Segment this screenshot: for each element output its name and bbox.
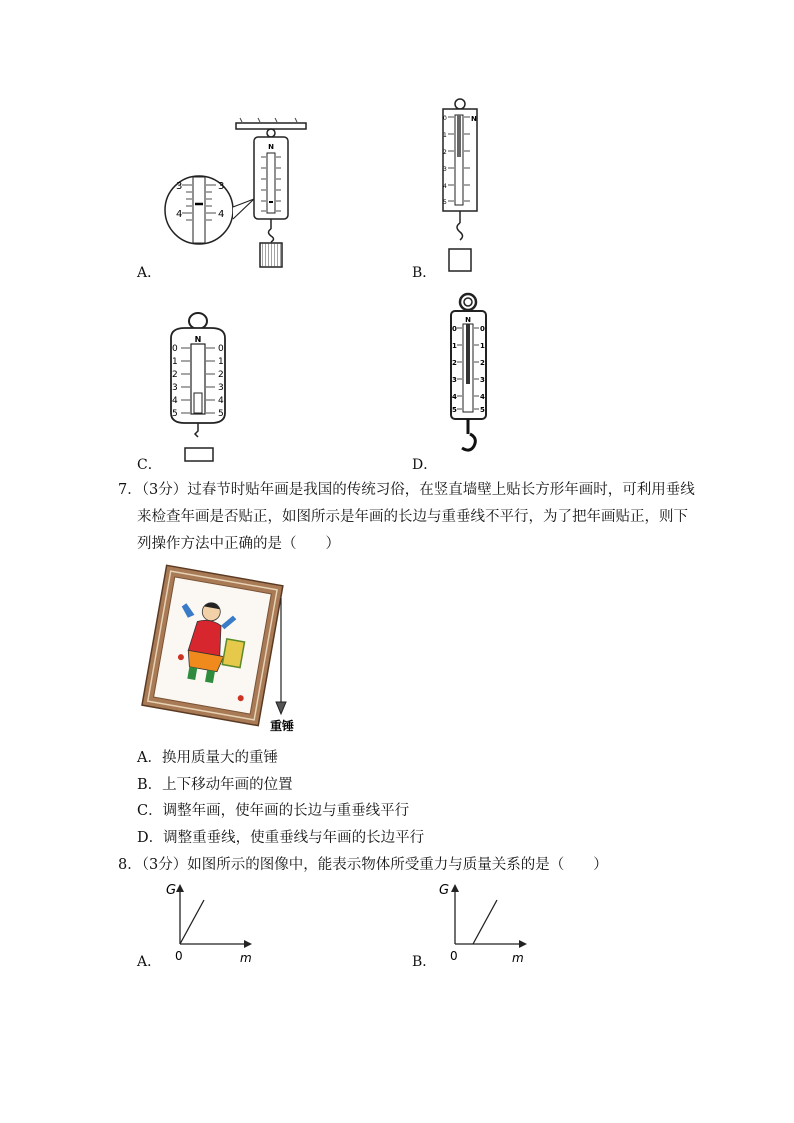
svg-text:5: 5 [452, 406, 457, 414]
graph-a [160, 880, 270, 970]
spring-scale-c-figure [163, 308, 243, 464]
svg-text:5: 5 [218, 409, 224, 419]
svg-text:4: 4 [452, 393, 457, 401]
svg-text:2: 2 [443, 149, 447, 156]
svg-text:0: 0 [443, 115, 447, 122]
svg-text:5: 5 [172, 409, 178, 419]
q7-option-b[interactable]: B．上下移动年画的位置 [137, 777, 293, 793]
svg-text:0: 0 [172, 344, 178, 354]
svg-text:2: 2 [172, 370, 178, 380]
svg-text:3: 3 [218, 383, 224, 393]
svg-text:3: 3 [480, 376, 485, 384]
svg-text:3: 3 [443, 166, 447, 173]
graph-a-y-label: G [166, 883, 177, 898]
svg-text:3: 3 [218, 181, 225, 192]
svg-text:2: 2 [218, 370, 224, 380]
svg-text:2: 2 [452, 359, 457, 367]
new-year-painting-figure [140, 562, 310, 737]
graph-b-x-label: m [512, 951, 524, 965]
q7-stem-line-3: 列操作方法中正确的是（ ） [137, 536, 340, 552]
svg-text:1: 1 [443, 132, 447, 139]
svg-text:5: 5 [480, 406, 485, 414]
q8-option-a-label[interactable]: A． [137, 954, 162, 970]
svg-text:1: 1 [172, 357, 178, 367]
graph-b [435, 880, 545, 970]
svg-text:3: 3 [452, 376, 457, 384]
svg-text:1: 1 [218, 357, 224, 367]
q7-stem-line-1: 7．（3分）过春节时贴年画是我国的传统习俗，在竖直墙壁上贴长方形年画时，可利用垂线 [118, 482, 695, 498]
q8-option-b-label[interactable]: B． [412, 954, 437, 970]
svg-text:3: 3 [172, 383, 178, 393]
svg-text:4: 4 [176, 209, 183, 220]
spring-scale-b-figure [438, 97, 488, 275]
svg-text:0: 0 [218, 344, 224, 354]
graph-b-origin: 0 [450, 949, 458, 963]
q7-option-c[interactable]: C．调整年画，使年画的长边与重垂线平行 [137, 803, 410, 819]
graph-a-origin: 0 [175, 949, 183, 963]
svg-text:5: 5 [443, 199, 447, 206]
q8-stem: 8．（3分）如图所示的图像中，能表示物体所受重力与质量关系的是（ ） [118, 857, 608, 873]
svg-text:N: N [268, 143, 274, 151]
option-a-label[interactable]: A． [137, 265, 162, 281]
option-d-label[interactable]: D． [412, 457, 438, 473]
svg-text:1: 1 [452, 342, 457, 350]
svg-text:4: 4 [443, 183, 447, 190]
option-b-label[interactable]: B． [412, 265, 437, 281]
svg-text:N: N [471, 115, 477, 123]
q7-stem-line-2: 来检查年画是否贴正，如图所示是年画的长边与重垂线不平行，为了把年画贴正，则下 [137, 509, 688, 525]
svg-text:N: N [194, 335, 202, 344]
q7-option-a[interactable]: A．换用质量大的重锤 [137, 750, 278, 766]
spring-scale-a-figure [160, 115, 320, 275]
q7-option-d[interactable]: D．调整重垂线，使重垂线与年画的长边平行 [137, 830, 425, 846]
graph-b-y-label: G [439, 883, 450, 898]
graph-a-x-label: m [240, 951, 252, 965]
spring-scale-d-figure [448, 292, 494, 464]
svg-text:1: 1 [480, 342, 485, 350]
option-c-label[interactable]: C． [137, 457, 162, 473]
svg-text:0: 0 [452, 325, 457, 333]
svg-text:4: 4 [218, 209, 225, 220]
svg-text:4: 4 [218, 396, 224, 406]
svg-text:2: 2 [480, 359, 485, 367]
plumb-bob-label: 重锤 [270, 719, 295, 733]
svg-text:3: 3 [176, 181, 183, 192]
svg-text:0: 0 [480, 325, 485, 333]
svg-text:N: N [465, 316, 471, 324]
svg-text:4: 4 [480, 393, 485, 401]
svg-text:4: 4 [172, 396, 178, 406]
